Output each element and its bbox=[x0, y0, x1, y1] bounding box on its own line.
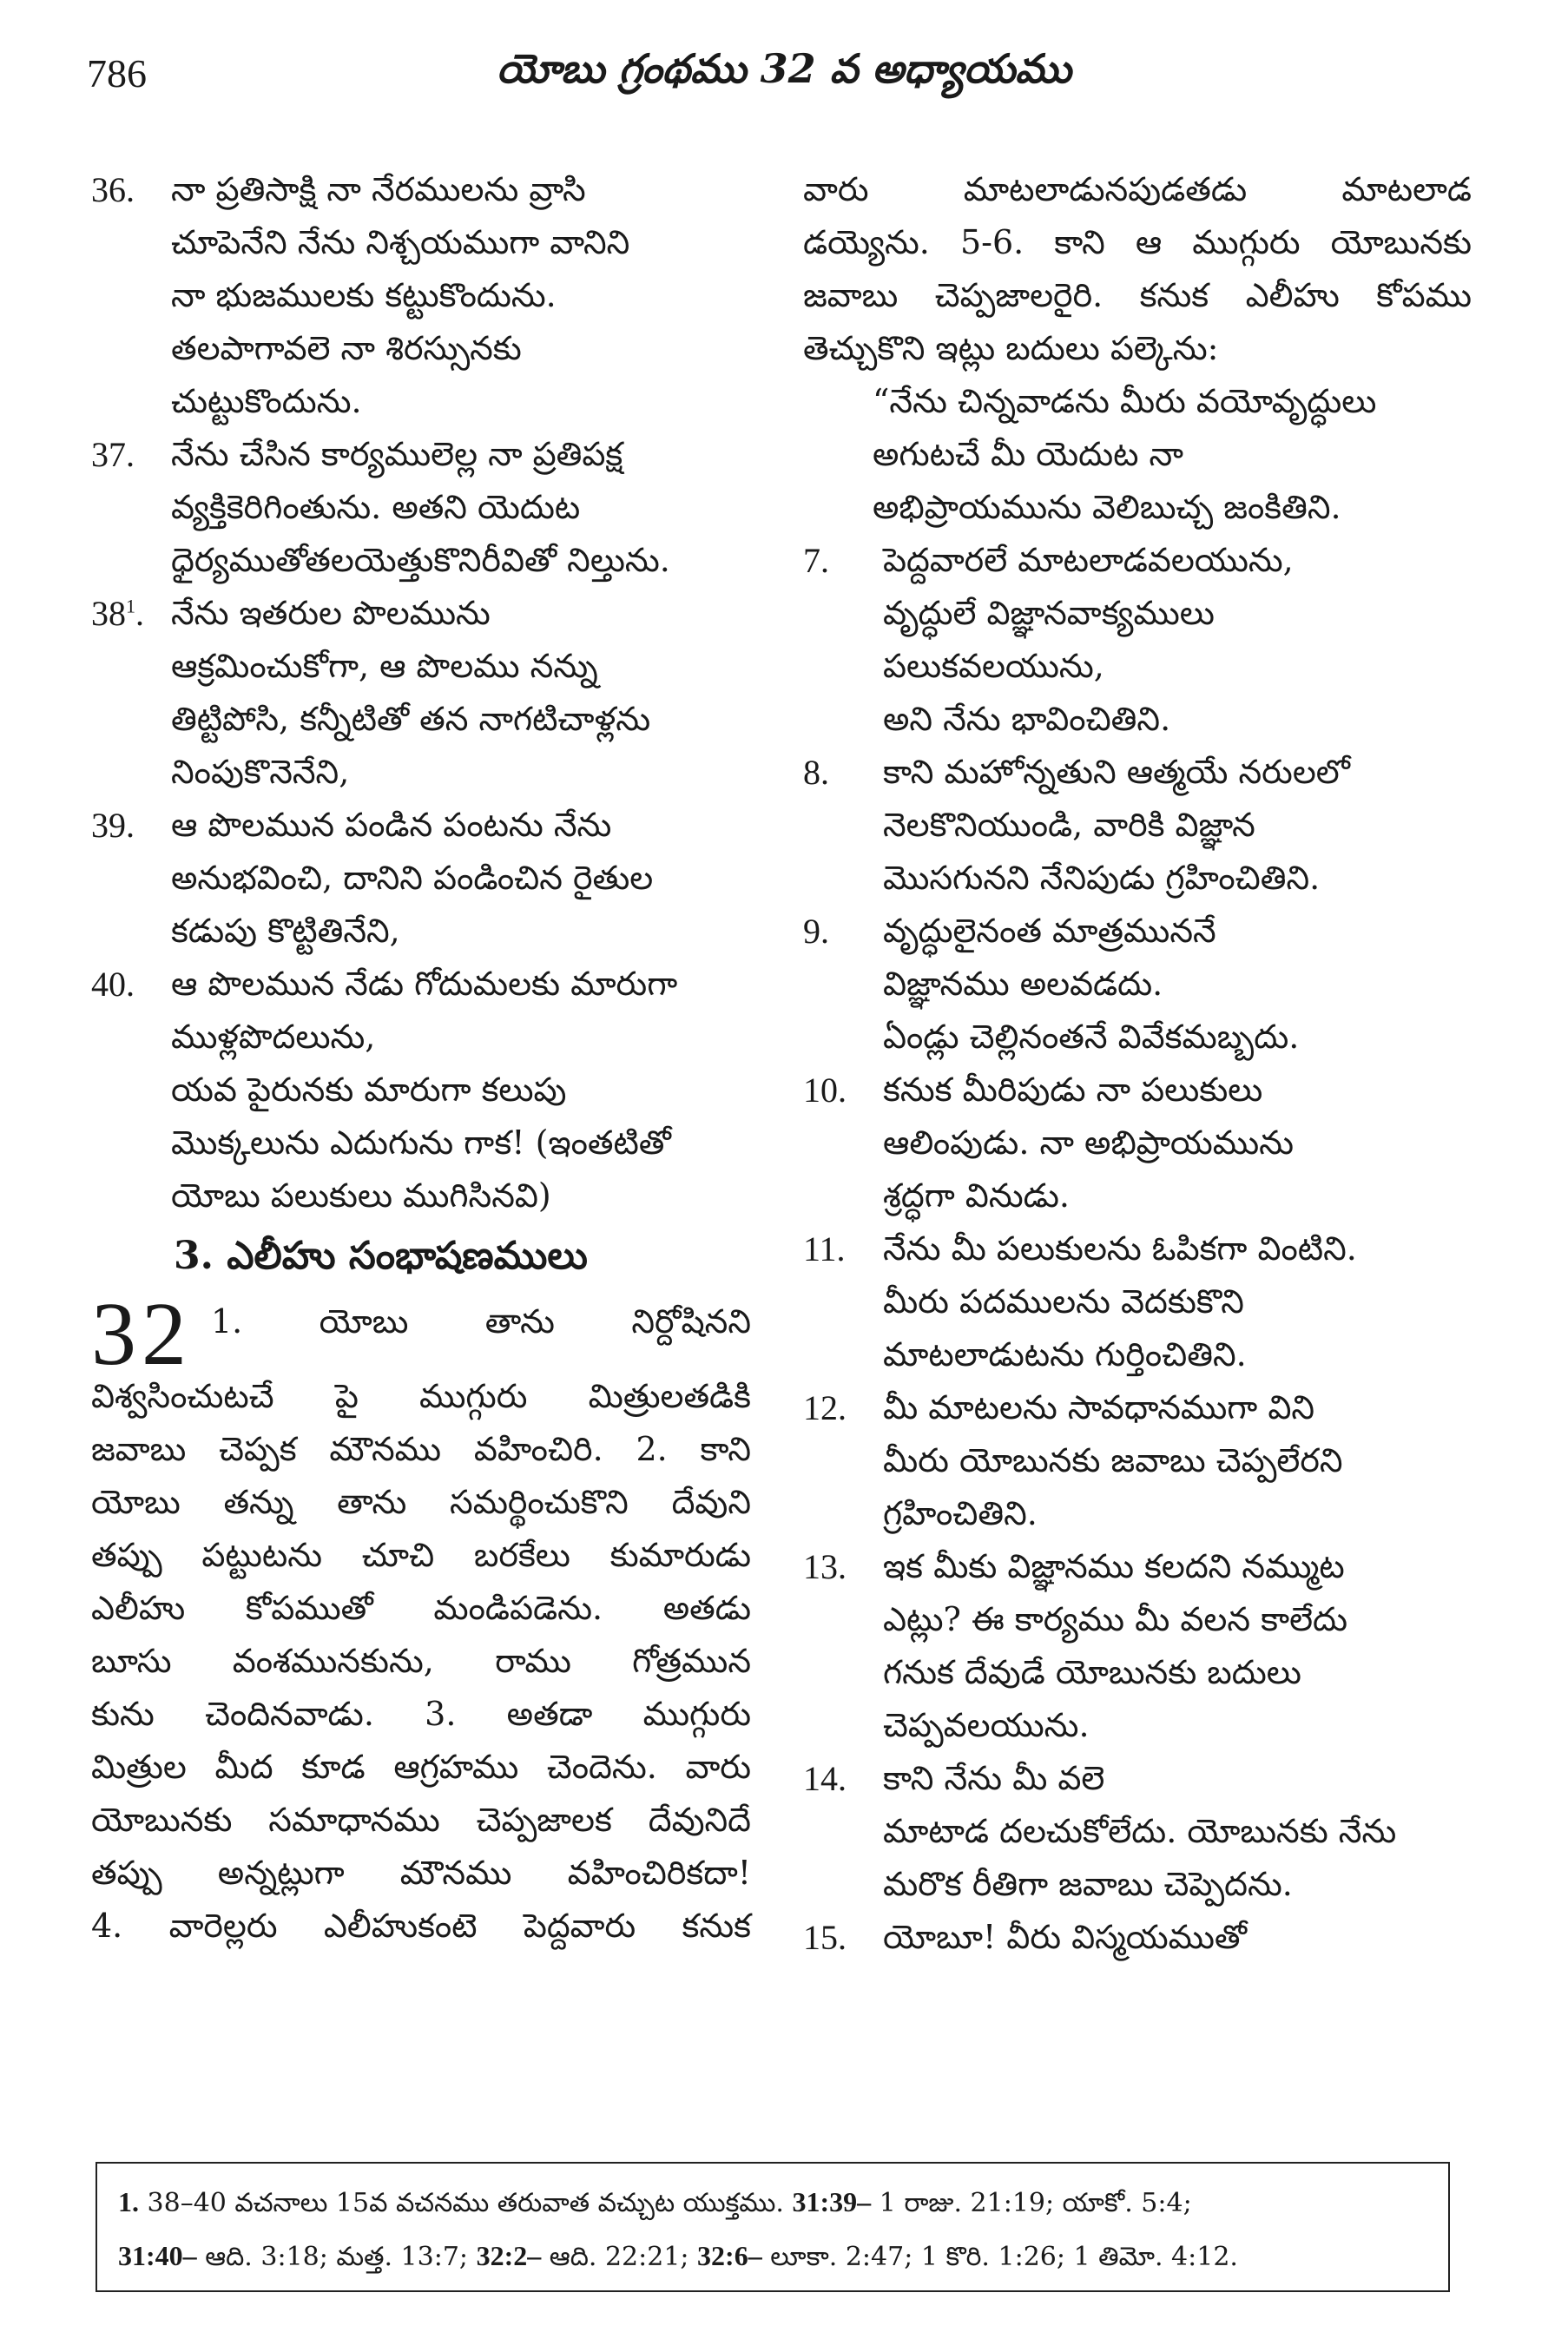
chapter-prose bbox=[91, 1370, 751, 1953]
text-line: యవ పైరునకు మారుగా కలుపు bbox=[171, 1071, 567, 1109]
verse bbox=[803, 1381, 1472, 1540]
verse-number bbox=[91, 799, 135, 852]
footnote-box bbox=[96, 2162, 1450, 2292]
text-line: కనుక మీరిపుడు నా పలుకులు bbox=[883, 1071, 1263, 1109]
text-line: ఆ పొలమున నేడు గోదుమలకు మారుగా bbox=[171, 965, 678, 1003]
verse-number bbox=[803, 1911, 847, 1964]
chapter-number: 32 bbox=[91, 1284, 192, 1384]
verse bbox=[803, 1540, 1472, 1752]
footnote-ref: 31:39– bbox=[792, 2186, 872, 2217]
verse-number-text: 15. bbox=[803, 1918, 847, 1957]
text-line: అగుటచే మీ యెదుట నా bbox=[873, 435, 1184, 473]
text-line: వారు మాటలాడునపుడతడు మాటలాడ bbox=[803, 170, 1472, 208]
verse-number-text: 7. bbox=[803, 541, 829, 580]
verse bbox=[803, 746, 1472, 905]
left-column bbox=[91, 163, 751, 1953]
chapter-start bbox=[91, 1284, 751, 1953]
text-line: యోబు పలుకులు ముగిసినవి) bbox=[171, 1176, 551, 1215]
text-line: శ్రద్ధగా వినుడు. bbox=[883, 1176, 1070, 1215]
text-line: కును చెందినవాడు. 3. అతడా ముగ్గురు bbox=[91, 1695, 751, 1733]
verse-number-text: 8. bbox=[803, 753, 829, 792]
text-line: మరొక రీతిగా జవాబు చెప్పెదను. bbox=[883, 1865, 1293, 1903]
verse bbox=[803, 1911, 1472, 1964]
verse-number bbox=[803, 534, 829, 587]
running-title: యోబు గ్రంథము 32 వ అధ్యాయము bbox=[497, 45, 1071, 92]
footnote-ref: 31:40– bbox=[118, 2240, 197, 2271]
text-line: కాని మహోన్నతుని ఆత్మయే నరులలో bbox=[883, 753, 1350, 791]
text-line: మొసగునని నేనిపుడు గ్రహించితిని. bbox=[883, 859, 1321, 897]
text-line: మాటాడ దలచుకోలేదు. యోబునకు నేను bbox=[883, 1812, 1397, 1850]
verse-number-text: 11. bbox=[803, 1229, 846, 1268]
verse bbox=[803, 1064, 1472, 1222]
text-line: చెప్పవలయును. bbox=[883, 1706, 1090, 1744]
text-line: ఆలింపుడు. నా అభిప్రాయమును bbox=[883, 1123, 1294, 1162]
footnote-ref: 32:2– bbox=[476, 2240, 542, 2271]
footnote-text: 38–40 వచనాలు 15వ వచనము తరువాత వచ్చుట యుక్తము. bbox=[139, 2188, 793, 2218]
verse-number-text: 36. bbox=[91, 170, 135, 209]
text-line: గ్రహించితిని. bbox=[883, 1494, 1038, 1532]
text-line: ఏండ్లు చెల్లినంతనే వివేకమబ్బదు. bbox=[883, 1018, 1300, 1056]
text-line: ఎలీహు కోపముతో మండిపడెను. అతడు bbox=[91, 1589, 751, 1627]
text-line: కాని నేను మీ వలె bbox=[883, 1759, 1105, 1797]
verse-number-text: 38 bbox=[91, 594, 126, 633]
text-line: మొక్కలును ఎదుగును గాక! (ఇంతటితో bbox=[171, 1123, 671, 1162]
text-line: ఇక మీకు విజ్ఞానము కలదని నమ్ముట bbox=[883, 1547, 1345, 1585]
text-line: మిత్రుల మీద కూడ ఆగ్రహము చెందెను. వారు bbox=[91, 1748, 751, 1786]
left-verse-list bbox=[91, 163, 751, 1222]
footnote-ref: 32:6– bbox=[697, 2240, 762, 2271]
text-line: నా భుజములకు కట్టుకొందును. bbox=[171, 276, 557, 314]
text-line: కడుపు కొట్టితినేని, bbox=[171, 912, 400, 950]
text-line: అభిప్రాయమును వెలిబుచ్చ జంకితిని. bbox=[873, 488, 1341, 526]
text-line: నా ప్రతిసాక్షి నా నేరములను వ్రాసి bbox=[171, 170, 586, 208]
text-line: మీరు పదములను వెదకుకొని bbox=[883, 1282, 1244, 1321]
verse-number bbox=[803, 1540, 847, 1593]
text-line: తప్పు అన్నట్లుగా మౌనము వహించిరికదా! bbox=[91, 1854, 751, 1892]
verse-number-text: 39. bbox=[91, 806, 135, 845]
verse bbox=[91, 428, 751, 587]
text-line: “నేను చిన్నవాడను మీరు వయోవృద్ధులు bbox=[873, 382, 1377, 420]
text-line: ముళ్లపొదలును, bbox=[171, 1018, 376, 1056]
verse bbox=[91, 587, 751, 799]
text-line: ధైర్యముతోతలయెత్తుకొనిరీవితో నిల్తును. bbox=[171, 541, 670, 579]
text-line: యోబు తన్ను తాను సమర్థించుకొని దేవుని bbox=[91, 1483, 751, 1521]
text-line: తలపాగావలె నా శిరస్సునకు bbox=[171, 329, 522, 367]
verse-number bbox=[803, 1222, 846, 1275]
text-line: నేను ఇతరుల పొలమును bbox=[171, 594, 491, 632]
text-line: యోబూ! వీరు విస్మయముతో bbox=[883, 1918, 1248, 1956]
text-line: నెలకొనియుండి, వారికి విజ్ఞాన bbox=[883, 806, 1255, 844]
verse-number bbox=[803, 1064, 847, 1117]
verse-number-text: 37. bbox=[91, 435, 135, 474]
text-line: వృద్ధులే విజ్ఞానవాక్యములు bbox=[883, 594, 1215, 632]
text-line: మాటలాడుటను గుర్తించితిని. bbox=[883, 1335, 1247, 1374]
text-line: ఆ పొలమున పండిన పంటను నేను bbox=[171, 806, 612, 844]
verse bbox=[803, 905, 1472, 1064]
text-line: తెచ్చుకొని ఇట్లు బదులు పల్కెను: bbox=[803, 329, 1219, 367]
text-line: విశ్వసించుటచే పై ముగ్గురు మిత్రులతడికి bbox=[91, 1377, 751, 1415]
text-line: నేను మీ పలుకులను ఓపికగా వింటిని. bbox=[883, 1229, 1357, 1268]
footnote-text: ఆది. 22:21; bbox=[541, 2242, 698, 2272]
verse bbox=[91, 163, 751, 428]
text-line: అనుభవించి, దానిని పండించిన రైతుల bbox=[171, 859, 654, 897]
text-line: గనుక దేవుడే యోబునకు బదులు bbox=[883, 1653, 1301, 1691]
text-line: మీరు యోబునకు జవాబు చెప్పలేరని bbox=[883, 1441, 1343, 1479]
footnote-text: 1 రాజు. 21:19; యాకో. 5:4; bbox=[871, 2188, 1192, 2218]
verse-number-text: 13. bbox=[803, 1547, 847, 1586]
text-line: తప్పు పట్టుటను చూచి బరకేలు కుమారుడు bbox=[91, 1536, 751, 1574]
verse-number bbox=[803, 746, 829, 799]
verse bbox=[91, 958, 751, 1222]
text-line: యోబునకు సమాధానము చెప్పజాలక దేవునిదే bbox=[91, 1801, 751, 1839]
verse-number bbox=[803, 905, 829, 958]
text-line: తిట్టిపోసి, కన్నీటితో తన నాగటిచాళ్లను bbox=[171, 700, 651, 738]
text-line: జవాబు చెప్పక మౌనము వహించిరి. 2. కాని bbox=[91, 1430, 751, 1468]
verse-number-text: 40. bbox=[91, 965, 135, 1004]
footnote-line-1 bbox=[118, 2176, 1427, 2230]
text-line: 4. వారెల్లరు ఎలీహుకంటె పెద్దవారు కనుక bbox=[91, 1907, 751, 1945]
right-prose bbox=[803, 163, 1472, 375]
verse-number bbox=[91, 958, 135, 1011]
text-line: బూసు వంశమునకును, రాము గోత్రమున bbox=[91, 1642, 751, 1680]
page-number: 786 bbox=[87, 51, 147, 96]
text-line: పలుకవలయును, bbox=[883, 647, 1104, 685]
verse-number bbox=[91, 428, 135, 481]
text-line: ఆక్రమించుకోగా, ఆ పొలము నన్ను bbox=[171, 647, 598, 685]
text-line: చూపెనేని నేను నిశ్చయముగా వానిని bbox=[171, 223, 630, 261]
right-verse-list bbox=[803, 534, 1472, 1964]
intro-verse bbox=[803, 375, 1472, 534]
section-heading: 3. ఎలీహు సంభాషణములు bbox=[174, 1234, 588, 1278]
verse-number-text: 10. bbox=[803, 1071, 847, 1110]
verse-number-text: 9. bbox=[803, 912, 829, 951]
verse-number-text: 12. bbox=[803, 1388, 847, 1427]
text-line: నింపుకొనెనేని, bbox=[171, 753, 350, 791]
verse-number-text: 14. bbox=[803, 1759, 847, 1798]
footnote-text: ఆది. 3:18; మత్త. 13:7; bbox=[196, 2242, 477, 2272]
footnote-text: లూకా. 2:47; 1 కొరి. 1:26; 1 తిమో. 4:12. bbox=[761, 2242, 1238, 2272]
verse-number bbox=[803, 1752, 847, 1805]
text-line: పెద్దవారలే మాటలాడవలయును, bbox=[883, 541, 1294, 579]
verse bbox=[803, 534, 1472, 746]
verse bbox=[803, 1222, 1472, 1381]
verse-number-suffix: . bbox=[135, 594, 144, 633]
text-line: వ్యక్తికెరిగింతును. అతని యెదుట bbox=[171, 488, 581, 526]
text-line: జవాబు చెప్పజాలరైరి. కనుక ఎలీహు కోపము bbox=[803, 276, 1472, 314]
verse-number bbox=[91, 163, 135, 216]
text-line: డయ్యెను. 5-6. కాని ఆ ముగ్గురు యోబునకు bbox=[803, 223, 1472, 261]
verse-number bbox=[803, 1381, 847, 1434]
text-line: నేను చేసిన కార్యములెల్ల నా ప్రతిపక్ష bbox=[171, 435, 623, 473]
verse-number bbox=[91, 587, 144, 640]
right-column bbox=[803, 163, 1472, 1964]
verse bbox=[91, 799, 751, 958]
text-line: అని నేను భావించితిని. bbox=[883, 700, 1171, 738]
text-line: ఎట్లు? ఈ కార్యము మీ వలన కాలేదు bbox=[883, 1600, 1347, 1638]
text-line: మీ మాటలను సావధానముగా విని bbox=[883, 1388, 1315, 1426]
footnote-superscript: 1 bbox=[126, 595, 135, 617]
text-line: వృద్ధులైనంత మాత్రముననే bbox=[883, 912, 1216, 950]
text-line: చుట్టుకొందును. bbox=[171, 382, 362, 420]
footnote-marker: 1. bbox=[118, 2186, 139, 2217]
verse bbox=[803, 1752, 1472, 1911]
footnote-line-2 bbox=[118, 2230, 1427, 2283]
chapter-first-line: 1. యోబు తాను నిర్దోషినని bbox=[211, 1302, 751, 1341]
text-line: విజ్ఞానము అలవడదు. bbox=[883, 965, 1163, 1003]
